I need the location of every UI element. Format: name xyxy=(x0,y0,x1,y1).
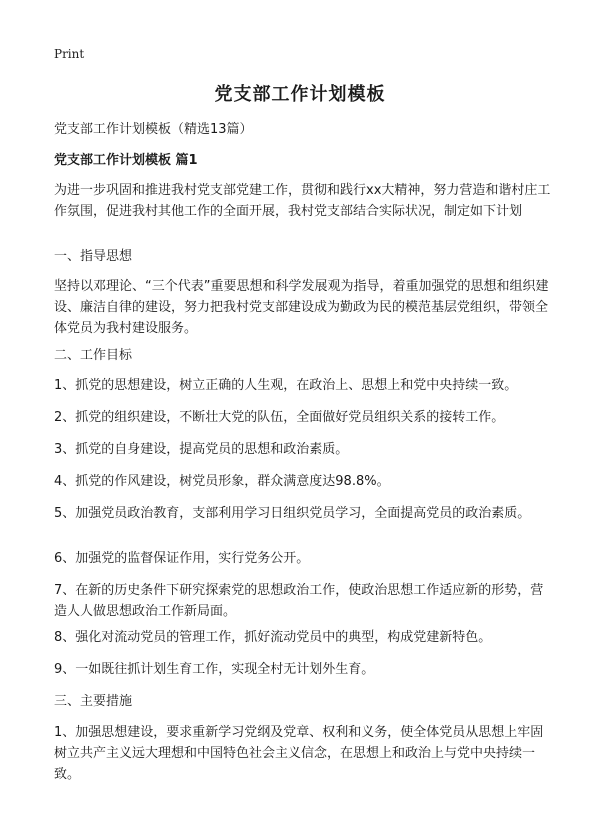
section-heading: 党支部工作计划模板 篇1 xyxy=(54,153,198,168)
heading-work-goals: 二、工作目标 xyxy=(54,348,133,363)
goal-item: 4、抓党的作风建设，树党员形象，群众满意度达98.8%。 xyxy=(54,474,390,489)
goal-item: 6、加强党的监督保证作用，实行党务公开。 xyxy=(54,551,310,566)
measure-item: 1、加强思想建设，要求重新学习党纲及党章、权利和义务，使全体党员从思想上牢固树立共产主义远大理想和中国特色社会主义信念，在思想上和政治上与党中央持续一致。 xyxy=(54,725,544,782)
goal-item: 9、一如既往抓计划生育工作，实现全村无计划外生育。 xyxy=(54,662,375,677)
intro-paragraph: 为进一步巩固和推进我村党支部党建工作，贯彻和践行xx大精神，努力营造和谐村庄工作氛围，促进我村其他工作的全面开展，我村党支部结合实际状况，制定如下计划 xyxy=(54,183,551,219)
document-subtitle: 党支部工作计划模板（精选13篇） xyxy=(54,122,253,137)
goal-item: 7、在新的历史条件下研究探索党的思想政治工作，使政治思想工作适应新的形势，营造人人做思想政治工作新局面。 xyxy=(54,583,544,619)
goal-item: 1、抓党的思想建设，树立正确的人生观，在政治上、思想上和党中央持续一致。 xyxy=(54,378,518,393)
document-title: 党支部工作计划模板 xyxy=(214,84,386,105)
heading-guiding-thought: 一、指导思想 xyxy=(54,249,133,264)
heading-main-measures: 三、主要措施 xyxy=(54,694,133,709)
print-label[interactable]: Print xyxy=(54,47,85,61)
goal-item: 2、抓党的组织建设，不断壮大党的队伍，全面做好党员组织关系的接转工作。 xyxy=(54,410,505,425)
goal-item: 3、抓党的自身建设，提高党员的思想和政治素质。 xyxy=(54,442,349,457)
goal-item: 8、强化对流动党员的管理工作，抓好流动党员中的典型，构成党建新特色。 xyxy=(54,630,492,645)
goal-item: 5、加强党员政治教育，支部利用学习日组织党员学习，全面提高党员的政治素质。 xyxy=(54,506,531,521)
guiding-paragraph: 坚持以邓理论、“三个代表”重要思想和科学发展观为指导，着重加强党的思想和组织建设、廉洁自律的建设，努力把我村党支部建设成为勤政为民的模范基层党组织，带领全体党员为我村建设服务。 xyxy=(54,279,549,336)
